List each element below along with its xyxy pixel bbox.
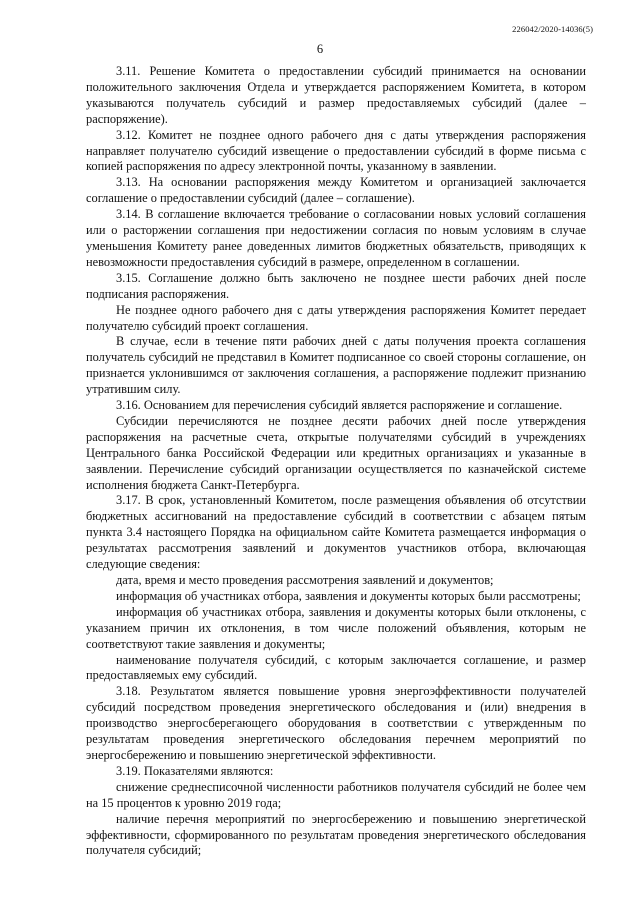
paragraph-3-14: 3.14. В соглашение включается требование о согласовании новых условий соглашения или о расторжении соглашения при недостижении согласия по новым условиям в случае уменьшения Комитету ранее доведенных лимитов бюджетных обязательств, приводящих к невозможности предоставления субсидий в размере, определенном в соглашении. <box>86 207 586 269</box>
document-registration-number: 226042/2020-14036(5) <box>512 24 593 34</box>
list-item-measures-list: наличие перечня мероприятий по энергосбережению и повышению энергетической эффективности, сформированного по результатам проведения энергетического обследования получателя субсидий; <box>86 811 586 858</box>
list-item-rejected-participants: информация об участниках отбора, заявления и документы которых были отклонены, с указанием причин их отклонения, в том числе положений объявления, которым не соответствуют такие заявления и документы; <box>86 604 586 651</box>
paragraph-3-12: 3.12. Комитет не позднее одного рабочего дня с даты утверждения распоряжения направляет получателю субсидий извещение о предоставлении субсидий в форме письма с копией распоряжения по адресу электронной почты, указанному в заявлении. <box>86 127 586 174</box>
list-item-date-time-place: дата, время и место проведения рассмотрения заявлений и документов; <box>116 573 494 587</box>
paragraph-3-11: 3.11. Решение Комитета о предоставлении субсидий принимается на основании положительного заключения Отдела и утверждается распоряжением Комитета, в котором указываются получатель субсидий и размер предоставляемых субсидий (далее – распоряжение). <box>86 64 586 126</box>
paragraph-3-18: 3.18. Результатом является повышение уровня энергоэффективности получателей субсидий посредством проведения энергетического обследования и (или) внедрения в производство энергосберегающего оборудования в соответствии с утвержденным по результатам проведения энергетического обследования перечнем мероприятий по энергосбережению и повышению энергетической эффективности. <box>86 684 586 762</box>
page-number: 6 <box>316 42 324 56</box>
paragraph-3-15-evasion: В случае, если в течение пяти рабочих дней с даты получения проекта соглашения получатель субсидий не представил в Комитет подписанное со своей стороны соглашение, он признается уклонившимся от заключения соглашения, а распоряжение подлежит признанию утратившим силу. <box>86 334 586 397</box>
paragraph-3-15-draft-transfer: Не позднее одного рабочего дня с даты утверждения распоряжения Комитет передает получателю субсидий проект соглашения. <box>86 302 586 333</box>
paragraph-3-13: 3.13. На основании распоряжения между Комитетом и организацией заключается соглашение о предоставлении субсидий (далее – соглашение). <box>86 175 586 206</box>
paragraph-3-19: 3.19. Показателями являются: <box>116 763 274 778</box>
paragraph-3-16: 3.16. Основанием для перечисления субсидий является распоряжение и соглашение. <box>116 398 563 413</box>
list-item-recipient-name: наименование получателя субсидий, с которым заключается соглашение, и размер предоставляемых ему субсидий. <box>86 652 586 683</box>
paragraph-3-16-transfer: Субсидии перечисляются не позднее десяти рабочих дней после утверждения распоряжения на расчетные счета, открытые получателями субсидий в учреждениях Центрального банка Российской Федерации или кредитных организациях и указанные в заявлении. Перечисление субсидий организации осуществляется по казначейской системе исполнения бюджета Санкт-Петербурга. <box>86 413 586 492</box>
paragraph-3-15: 3.15. Соглашение должно быть заключено не позднее шести рабочих дней после подписания распоряжения. <box>86 270 586 301</box>
list-item-headcount-reduction: снижение среднесписочной численности работников получателя субсидий не более чем на 15 процентов к уровню 2019 года; <box>86 779 586 810</box>
list-item-reviewed-participants: информация об участниках отбора, заявления и документы которых были рассмотрены; <box>116 588 581 603</box>
document-body <box>86 64 586 859</box>
paragraph-3-17: 3.17. В срок, установленный Комитетом, после размещения объявления об отсутствии бюджетных ассигнований на предоставление субсидий в соответствии с абзацем пятым пункта 3.4 настоящего Порядка на официальном сайте Комитета размещается информация о результатах рассмотрения заявлений и документов участников отбора, включающая следующие сведения: <box>86 493 586 572</box>
